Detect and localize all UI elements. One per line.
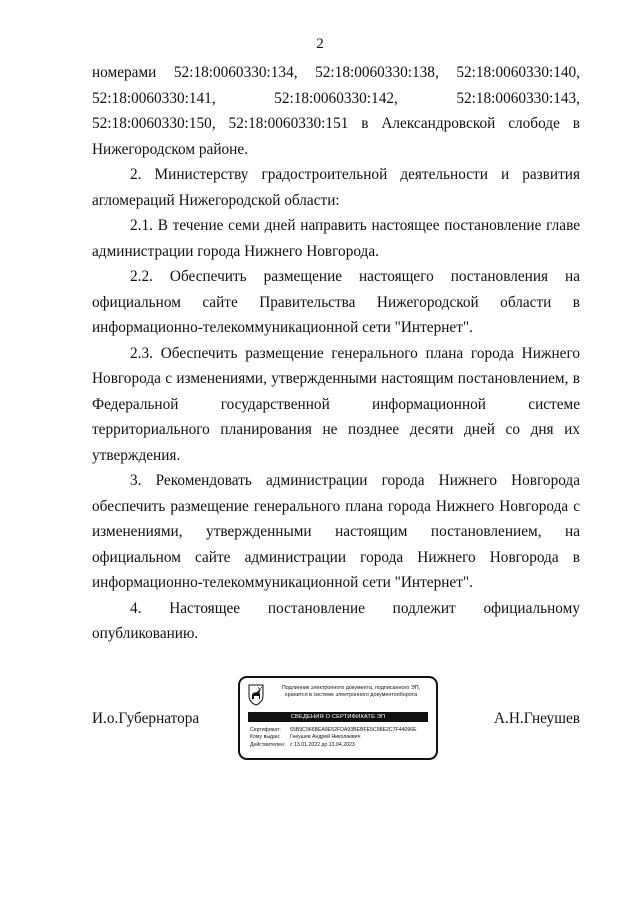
stamp-issued-to-row bbox=[250, 734, 432, 741]
valid-label: Действителен: bbox=[250, 741, 286, 748]
valid-value: с 13.01.2022 до 13.04.2023 bbox=[290, 741, 355, 748]
stamp-valid-row bbox=[250, 742, 432, 749]
paragraph-item-3: 3. Рекомендовать администрации города Нижнего Новгорода обеспечить размещение генерального плана города Нижнего Новгорода с изменениями, утвержденными настоящим постановлением, на официальном сайте администрации города Нижнего Новгорода в информационно-телекоммуникационной сети "Интернет". bbox=[92, 472, 580, 591]
signature-block bbox=[92, 676, 580, 766]
issued-to-value: Гнеушев Андрей Николаевич bbox=[290, 734, 361, 741]
coat-of-arms-icon bbox=[248, 684, 264, 706]
page-number: 2 bbox=[316, 36, 324, 52]
electronic-signature-stamp bbox=[238, 676, 438, 760]
stamp-header-line-2: хранится в системе электронного документооборота bbox=[284, 692, 418, 698]
stamp-certificate-details bbox=[250, 727, 432, 749]
paragraph-item-4: 4. Настоящее постановление подлежит официальному опубликованию. bbox=[92, 599, 580, 642]
stamp-header-line-1: Подлинник электронного документа, подписанного ЭП, bbox=[281, 685, 421, 691]
signatory-position: И.о.Губернатора bbox=[92, 710, 200, 727]
paragraph-item-2-1: 2.1. В течение семи дней направить настоящее постановление главе администрации города Нижнего Новгорода. bbox=[92, 217, 580, 260]
signatory-name: А.Н.Гнеушев bbox=[493, 710, 580, 727]
issued-to-label: Кому выдан: bbox=[250, 734, 281, 741]
paragraph-parcel-numbers: номерами 52:18:0060330:134, 52:18:0060330:138, 52:18:0060330:140, 52:18:0060330:141, 52:18:0060330:142, 52:18:0060330:143, 52:18:0060330:150, 52:18:0060330:151 в Александровской слободе в Нижегородском районе. bbox=[92, 64, 580, 158]
stamp-certificate-title: СВЕДЕНИЯ О СЕРТИФИКАТЕ ЭП bbox=[248, 712, 428, 722]
document-body bbox=[92, 60, 580, 647]
paragraph-item-2: 2. Министерству градостроительной деятельности и развития агломераций Нижегородской области: bbox=[92, 166, 580, 209]
paragraph-item-2-3: 2.3. Обеспечить размещение генерального плана города Нижнего Новгорода с изменениями, утвержденными настоящим постановлением, в Федеральной государственной информационной системе территориального планирования не позднее десяти дней со дня их утверждения. bbox=[92, 344, 580, 464]
certificate-label: Сертификат: bbox=[250, 727, 281, 733]
stamp-header bbox=[270, 685, 432, 699]
certificate-value: 65B9C966BEA8E52FDA93BEBFE5C98E2C7F44096E bbox=[290, 727, 417, 733]
paragraph-item-2-2: 2.2. Обеспечить размещение настоящего постановления на официальном сайте Правительства Нижегородской области в информационно-телекоммуникационной сети "Интернет". bbox=[92, 268, 580, 336]
